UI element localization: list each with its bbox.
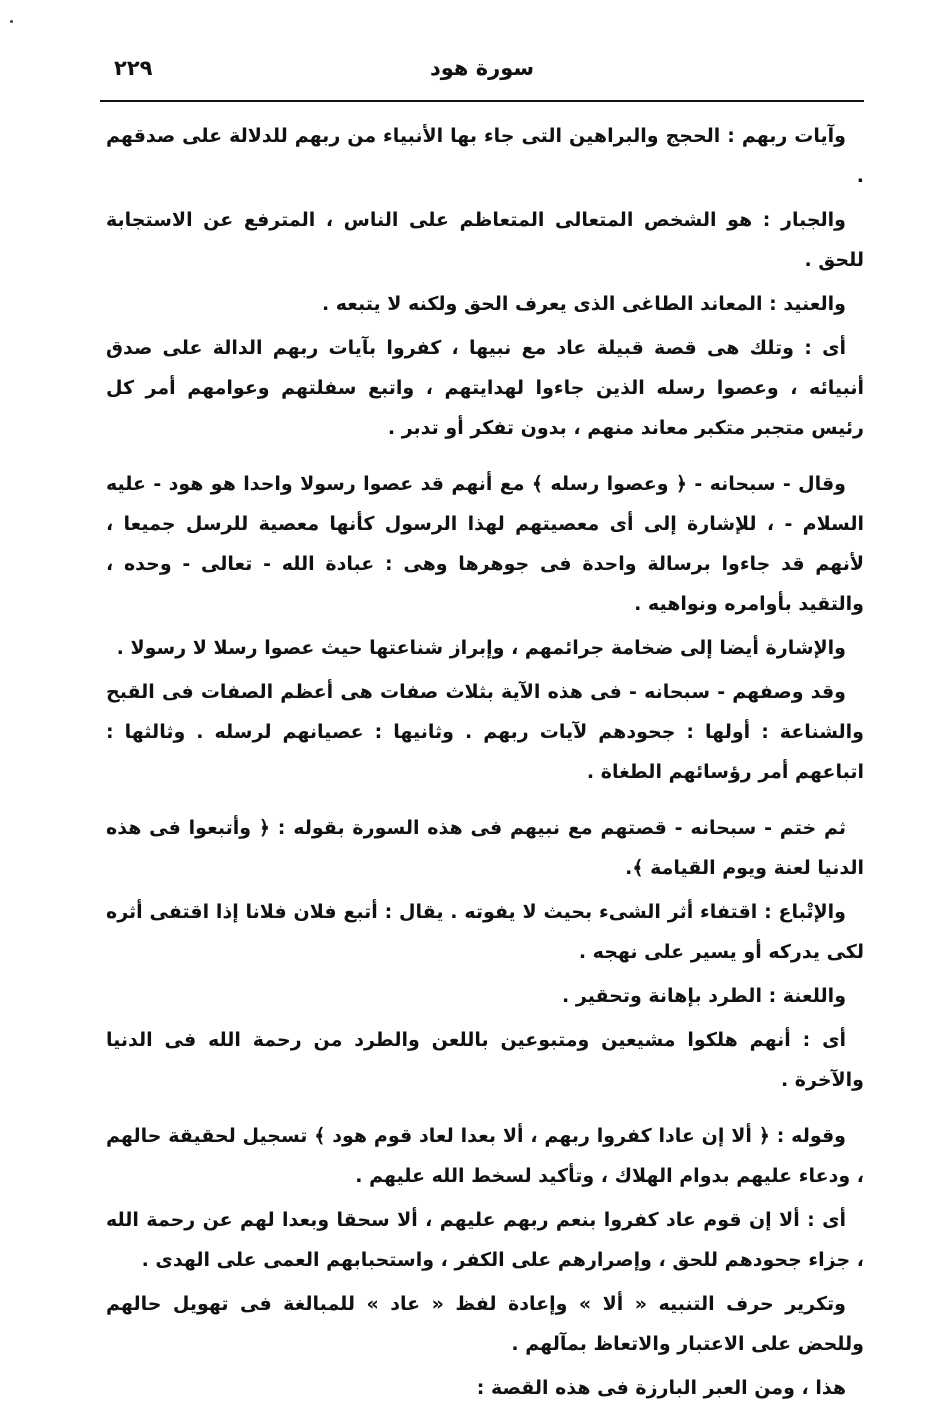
paragraph-12: وقوله : ﴿ ألا إن عادا كفروا ربهم ، ألا بعدا لعاد قوم هود ﴾ تسجيل لحقيقة حالهم ، ودعاء عليهم بدوام الهلاك ، وتأكيد لسخط الله عليهم . [106, 1125, 864, 1187]
paragraph-4: أى : وتلك هى قصة قبيلة عاد مع نبيها ، كفروا بآيات ربهم الدالة على صدق أنبيائه ، وعصوا رسله الذين جاءوا لهدايتهم ، واتبع سفلتهم وعوامهم أمر كل رئيس متجبر متكبر معاند منهم ، بدون تفكر أو تدبر . [106, 337, 864, 439]
paragraph-15: هذا ، ومن العبر البارزة فى هذه القصة : [476, 1377, 846, 1399]
paragraph-5: وقال - سبحانه - ﴿ وعصوا رسله ﴾ مع أنهم قد عصوا رسولا واحدا هو هود - عليه السلام - ، للإشارة إلى أى معصيتهم لهذا الرسول كأنها معصية للرسل جميعا ، لأنهم قد جاءوا برسالة واحدة فى جوهرها وهى : عبادة الله - تعالى - وحده ، والتقيد بأوامره ونواهيه . [106, 473, 864, 615]
paragraph-3: والعنيد : المعاند الطاغى الذى يعرف الحق ولكنه لا يتبعه . [321, 293, 846, 315]
scan-speck [10, 20, 13, 23]
surah-title: سورة هود [429, 56, 535, 80]
paragraph-13: أى : ألا إن قوم عاد كفروا بنعم ربهم عليهم ، ألا سحقا وبعدا لهم عن رحمة الله ، جزاء جحودهم للحق ، وإصرارهم على الكفر ، واستحبابهم العمى على الهدى . [106, 1209, 864, 1271]
page-header [100, 54, 864, 100]
paragraph-14: وتكرير حرف التنبيه « ألا » وإعادة لفظ « عاد » للمبالغة فى تهويل حالهم وللحض على الاعتبار والاتعاظ بمآلهم . [106, 1293, 864, 1355]
paragraph-10: واللعنة : الطرد بإهانة وتحقير . [562, 985, 846, 1007]
header-divider [100, 100, 864, 102]
paragraph-11: أى : أنهم هلكوا مشيعين ومتبوعين باللعن والطرد من رحمة الله فى الدنيا والآخرة . [106, 1029, 864, 1091]
paragraph-9: والإتْباع : اقتفاء أثر الشىء بحيث لا يفوته . يقال : أتبع فلان فلانا إذا اقتفى أثره لكى يدركه أو يسير على نهجه . [106, 901, 864, 963]
paragraph-6: والإشارة أيضا إلى ضخامة جرائمهم ، وإبراز شناعتها حيث عصوا رسلا لا رسولا . [116, 637, 846, 659]
page-number: ٢٢٩ [114, 56, 153, 80]
paragraph-2: والجبار : هو الشخص المتعالى المتعاظم على الناس ، المترفع عن الاستجابة للحق . [106, 209, 864, 271]
paragraph-1: وآيات ربهم : الحجج والبراهين التى جاء بها الأنبياء من ربهم للدلالة على صدقهم . [106, 125, 864, 187]
paragraph-7: وقد وصفهم - سبحانه - فى هذه الآية بثلاث صفات هى أعظم الصفات فى القبح والشناعة : أولها : جحودهم لآيات ربهم . وثانيها : عصيانهم لرسله . وثالثها : اتباعهم أمر رؤسائهم الطغاة . [106, 681, 864, 783]
paragraph-8: ثم ختم - سبحانه - قصتهم مع نبيهم فى هذه السورة بقوله : ﴿ وأتبعوا فى هذه الدنيا لعنة ويوم القيامة ﴾. [106, 817, 864, 879]
page-body [106, 116, 864, 1408]
